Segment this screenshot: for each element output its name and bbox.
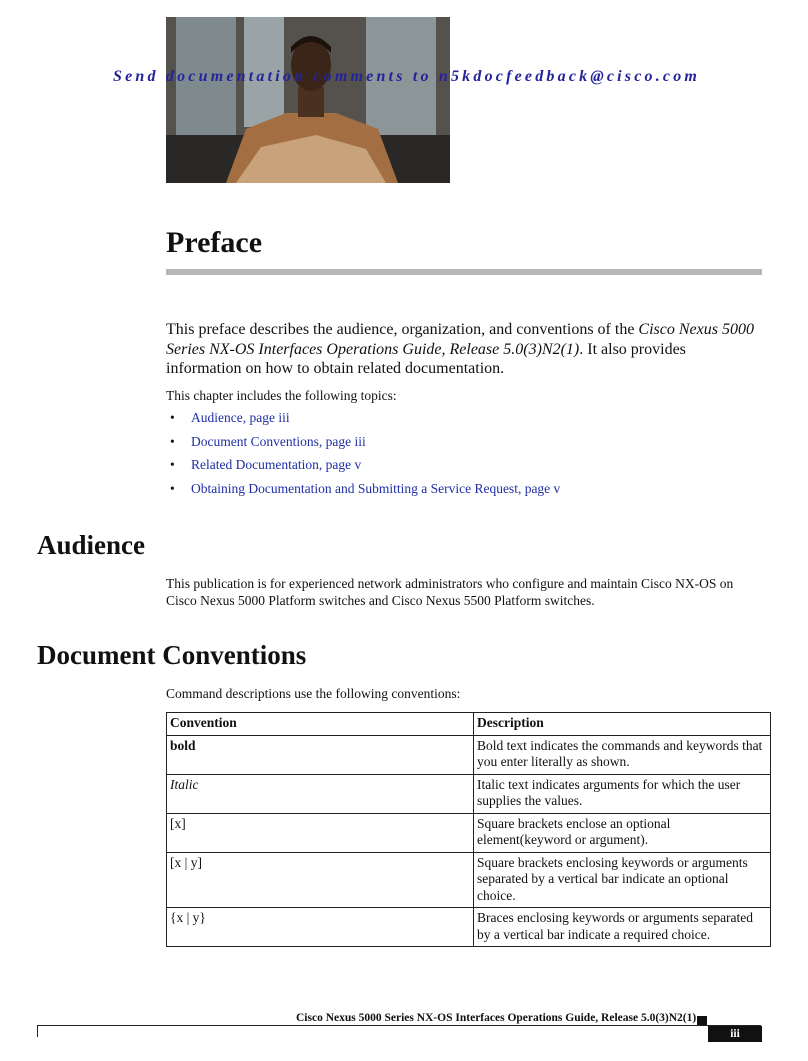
description-cell: Square brackets enclosing keywords or arguments separated by a vertical bar indicate an optional choice. [474, 852, 771, 908]
intro-text-before: This preface describes the audience, organization, and conventions of the [166, 321, 639, 338]
intro-text-after: . It also provides information on how to obtain related documentation. [166, 340, 686, 377]
intro-book-title: Cisco Nexus 5000 Series NX-OS Interfaces Operations Guide, Release 5.0(3)N2(1) [166, 321, 754, 358]
topic-link-audience[interactable]: Audience, page iii [191, 410, 290, 425]
list-item [170, 481, 560, 505]
column-header-description: Description [474, 713, 771, 736]
feedback-banner[interactable]: Send documentation comments to n5kdocfeedback@cisco.com [113, 68, 701, 85]
bullet-icon: • [170, 410, 175, 425]
bullet-icon: • [170, 457, 175, 472]
column-header-convention: Convention [167, 713, 474, 736]
topic-link-document-conventions[interactable]: Document Conventions, page iii [191, 433, 366, 449]
table-row [167, 735, 771, 774]
footer-tick [37, 1025, 38, 1037]
table-row [167, 774, 771, 813]
topic-link-obtaining-documentation[interactable]: Obtaining Documentation and Submitting a Service Request, page v [191, 480, 561, 496]
title-divider [166, 269, 762, 275]
description-cell: Italic text indicates arguments for which the user supplies the values. [474, 774, 771, 813]
table-row [167, 813, 771, 852]
description-cell: Braces enclosing keywords or arguments separated by a vertical bar indicate a required choice. [474, 908, 771, 947]
conventions-lead: Command descriptions use the following conventions: [166, 686, 461, 701]
footer-rule [37, 1025, 761, 1026]
intro-paragraph [166, 320, 756, 379]
list-item [170, 410, 560, 434]
convention-cell: [x | y] [167, 852, 474, 908]
footer-guide-title: Cisco Nexus 5000 Series NX-OS Interfaces Operations Guide, Release 5.0(3)N2(1) [296, 1012, 697, 1024]
bullet-icon: • [170, 480, 175, 496]
list-item [170, 457, 560, 481]
table-row [167, 908, 771, 947]
bullet-icon: • [170, 433, 175, 449]
conventions-heading: Document Conventions [37, 640, 307, 670]
convention-cell: [x] [167, 813, 474, 852]
description-cell: Square brackets enclose an optional element(keyword or argument). [474, 813, 771, 852]
audience-heading: Audience [37, 530, 145, 560]
page-title: Preface [166, 226, 263, 259]
header-photo [166, 17, 450, 183]
topics-list [170, 410, 560, 504]
topics-lead: This chapter includes the following topics: [166, 388, 397, 403]
convention-cell: bold [167, 735, 474, 774]
convention-cell: {x | y} [167, 908, 474, 947]
table-row [167, 852, 771, 908]
topic-link-related-documentation[interactable]: Related Documentation, page v [191, 457, 362, 472]
conventions-table [166, 712, 771, 947]
person-seated-photo-icon [166, 17, 450, 183]
audience-paragraph: This publication is for experienced network administrators who configure and maintain Cisco NX-OS on Cisco Nexus 5000 Platform switches and Cisco Nexus 5500 Platform switches. [166, 576, 734, 608]
table-header-row [167, 713, 771, 736]
description-cell: Bold text indicates the commands and keywords that you enter literally as shown. [474, 735, 771, 774]
page-number: iii [708, 1026, 762, 1042]
list-item [170, 434, 560, 458]
convention-cell: Italic [167, 774, 474, 813]
